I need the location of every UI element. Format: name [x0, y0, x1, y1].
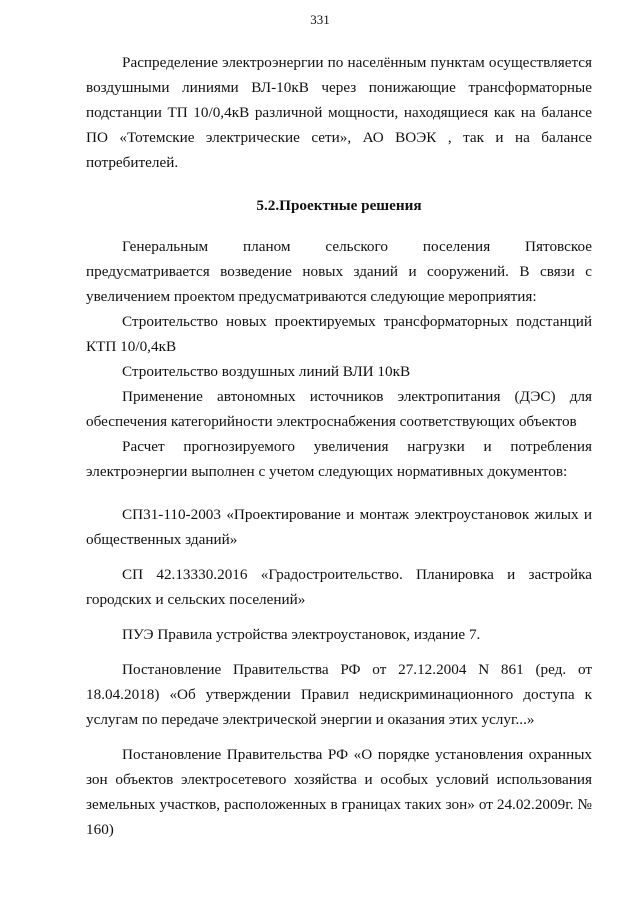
- document-resolution-861: Постановление Правительства РФ от 27.12.2004 N 861 (ред. от 18.04.2018) «Об утверждении Правил недискриминационного доступа к услугам по передаче электрической энергии и оказания этих услуг...»: [86, 661, 592, 728]
- paragraph-substations: Строительство новых проектируемых трансформаторных подстанций КТП 10/0,4кВ: [86, 313, 592, 355]
- document-pue: ПУЭ Правила устройства электроустановок, издание 7.: [122, 626, 481, 643]
- document-resolution-160: Постановление Правительства РФ «О порядке установления охранных зон объектов электросетевого хозяйства и особых условий использования земельных участков, расположенных в границах таких зон» от 24.02.2009г. № 160): [86, 746, 592, 838]
- document-sp42: СП 42.13330.2016 «Градостроительство. Планировка и застройка городских и сельских поселений»: [86, 566, 592, 608]
- paragraph-general-plan: Генеральным планом сельского поселения Пятовское предусматривается возведение новых зданий и сооружений. В связи с увеличением проектом предусматриваются следующие мероприятия:: [86, 238, 592, 305]
- paragraph-load-calculation: Расчет прогнозируемого увеличения нагрузки и потребления электроэнергии выполнен с учетом следующих нормативных документов:: [86, 438, 592, 480]
- paragraph-overhead-lines: Строительство воздушных линий ВЛИ 10кВ: [122, 363, 411, 380]
- document-body: [86, 50, 592, 842]
- paragraph-autonomous-sources: Применение автономных источников электропитания (ДЭС) для обеспечения категорийности электроснабжения соответствующих объектов: [86, 388, 592, 430]
- document-sp31: СП31-110-2003 «Проектирование и монтаж электроустановок жилых и общественных зданий»: [86, 506, 592, 548]
- section-heading: 5.2.Проектные решения: [256, 197, 422, 214]
- intro-paragraph: Распределение электроэнергии по населённым пунктам осуществляется воздушными линиями ВЛ-10кВ через понижающие трансформаторные подстанции ТП 10/0,4кВ различной мощности, находящиеся как на балансе ПО «Тотемские электрические сети», АО ВОЭК , так и на балансе потребителей.: [86, 54, 592, 171]
- page-number: 331: [310, 12, 330, 27]
